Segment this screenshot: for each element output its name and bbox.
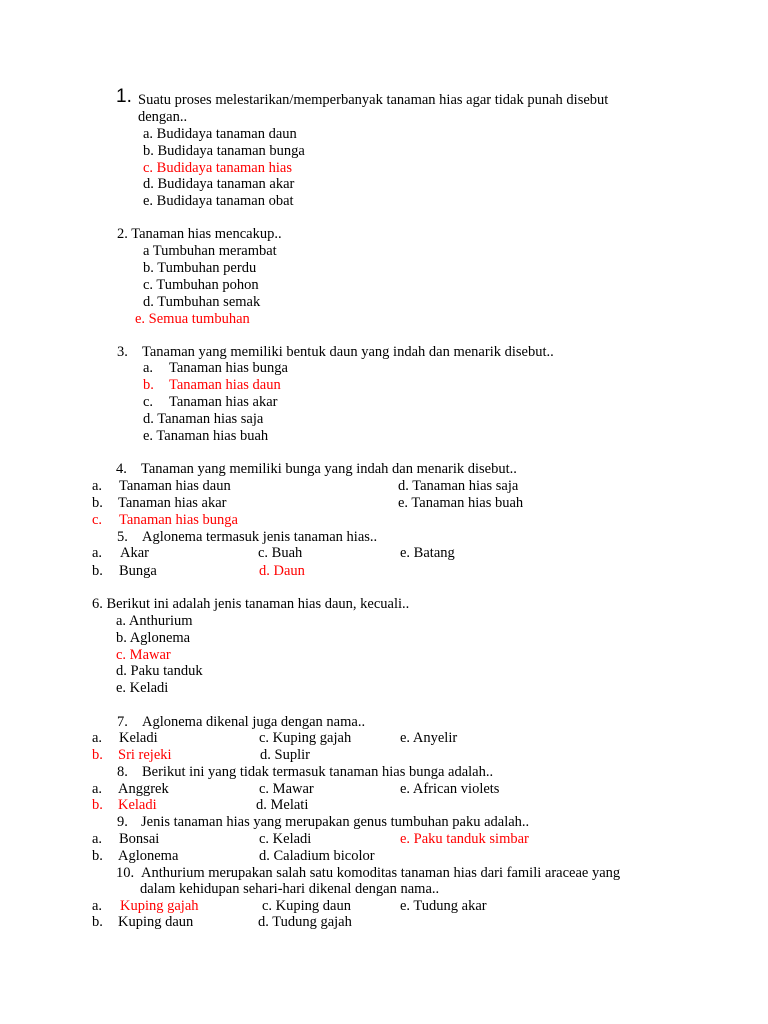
question-2-option-c: c. Tumbuhan pohon [143,277,259,293]
question-8-text: Berikut ini yang tidak termasuk tanaman hias bunga adalah.. [142,764,494,780]
question-8-option-b-answer: Keladi [118,797,157,813]
question-6-option-d: d. Paku tanduk [116,663,203,679]
question-10-text: Anthurium merupakan salah satu komoditas tanaman hias dari famili araceae yang [141,865,621,881]
question-4-option-b: Tanaman hias akar [118,495,227,511]
question-10-option-e: e. Tudung akar [400,898,487,914]
question-10-option-a-answer: Kuping gajah [120,898,199,914]
question-4-option-e: e. Tanaman hias buah [398,495,524,511]
question-4-option-a: Tanaman hias daun [119,478,231,494]
question-8-option-b-label: b. [92,797,103,813]
question-9-option-c: c. Keladi [259,831,312,847]
question-3-option-a-label: a. [143,360,154,376]
question-7-option-b-answer: Sri rejeki [118,747,172,763]
question-2-text: 2. Tanaman hias mencakup.. [117,226,282,242]
question-7-option-e: e. Anyelir [400,730,458,746]
question-6-option-e: e. Keladi [116,680,169,696]
question-8-option-a: Anggrek [118,781,169,797]
question-10-text-cont: dalam kehidupan sehari-hari dikenal dengan nama.. [140,881,440,897]
question-5-option-b-label: b. [92,563,103,579]
question-1-option-b: b. Budidaya tanaman bunga [143,143,305,159]
question-9-text: Jenis tanaman hias yang merupakan genus tumbuhan paku adalah.. [141,814,530,830]
question-6-option-c-answer: c. Mawar [116,647,171,663]
question-2-option-e-answer: e. Semua tumbuhan [135,311,250,327]
question-10-option-a-label: a. [92,898,103,914]
question-5-text: Aglonema termasuk jenis tanaman hias.. [142,529,378,545]
question-7-option-b-label: b. [92,747,103,763]
question-2-option-b: b. Tumbuhan perdu [143,260,257,276]
question-5-option-d-answer: d. Daun [259,563,305,579]
question-1-text-cont: dengan.. [138,109,188,125]
question-5-option-a: Akar [120,545,149,561]
question-6-text: 6. Berikut ini adalah jenis tanaman hias daun, kecuali.. [92,596,410,612]
question-10-option-b: Kuping daun [118,914,194,930]
question-7-text: Aglonema dikenal juga dengan nama.. [142,714,366,730]
question-3-option-a: Tanaman hias bunga [169,360,288,376]
question-5-option-b: Bunga [119,563,157,579]
question-9-option-a: Bonsai [119,831,160,847]
question-3-text: Tanaman yang memiliki bentuk daun yang indah dan menarik disebut.. [142,344,554,360]
question-7-option-d: d. Suplir [260,747,310,763]
question-10-option-b-label: b. [92,914,103,930]
question-1-option-c-answer: c. Budidaya tanaman hias [143,160,292,176]
question-4-option-c-label: c. [92,512,103,528]
question-9-option-e-answer: e. Paku tanduk simbar [400,831,529,847]
question-2-option-d: d. Tumbuhan semak [143,294,261,310]
question-8-number: 8. [117,764,128,780]
question-9-option-b-label: b. [92,848,103,864]
question-3-option-b-label: b. [143,377,154,393]
question-3-option-c-label: c. [143,394,154,410]
question-1-text: Suatu proses melestarikan/memperbanyak tanaman hias agar tidak punah disebut [138,92,609,108]
question-7-option-a-label: a. [92,730,103,746]
question-1-option-a: a. Budidaya tanaman daun [143,126,297,142]
question-10-number: 10. [116,865,135,881]
question-9-option-a-label: a. [92,831,103,847]
question-2-option-a: a Tumbuhan merambat [143,243,277,259]
question-3-option-e: e. Tanaman hias buah [143,428,269,444]
question-5-option-e: e. Batang [400,545,455,561]
question-4-option-c-answer: Tanaman hias bunga [119,512,238,528]
question-7-option-a: Keladi [119,730,158,746]
question-10-option-c: c. Kuping daun [262,898,351,914]
question-4-text: Tanaman yang memiliki bunga yang indah dan menarik disebut.. [141,461,517,477]
question-8-option-a-label: a. [92,781,103,797]
question-3-option-c: Tanaman hias akar [169,394,278,410]
question-6-option-a: a. Anthurium [116,613,193,629]
question-9-option-d: d. Caladium bicolor [259,848,375,864]
question-4-option-a-label: a. [92,478,103,494]
question-9-option-b: Aglonema [118,848,179,864]
question-3-option-d: d. Tanaman hias saja [143,411,264,427]
question-1-option-e: e. Budidaya tanaman obat [143,193,294,209]
question-8-option-d: d. Melati [256,797,309,813]
question-3-option-b-answer: Tanaman hias daun [169,377,281,393]
question-6-option-b: b. Aglonema [116,630,191,646]
question-5-option-a-label: a. [92,545,103,561]
question-5-option-c: c. Buah [258,545,303,561]
question-7-number: 7. [117,714,128,730]
question-4-option-d: d. Tanaman hias saja [398,478,519,494]
question-3-number: 3. [117,344,128,360]
question-9-number: 9. [117,814,128,830]
question-4-option-b-label: b. [92,495,103,511]
question-7-option-c: c. Kuping gajah [259,730,352,746]
question-4-number: 4. [116,461,127,477]
question-8-option-c: c. Mawar [259,781,314,797]
question-8-option-e: e. African violets [400,781,500,797]
question-1-number: 1. [116,86,132,107]
question-10-option-d: d. Tudung gajah [258,914,352,930]
question-1-option-d: d. Budidaya tanaman akar [143,176,295,192]
question-5-number: 5. [117,529,128,545]
